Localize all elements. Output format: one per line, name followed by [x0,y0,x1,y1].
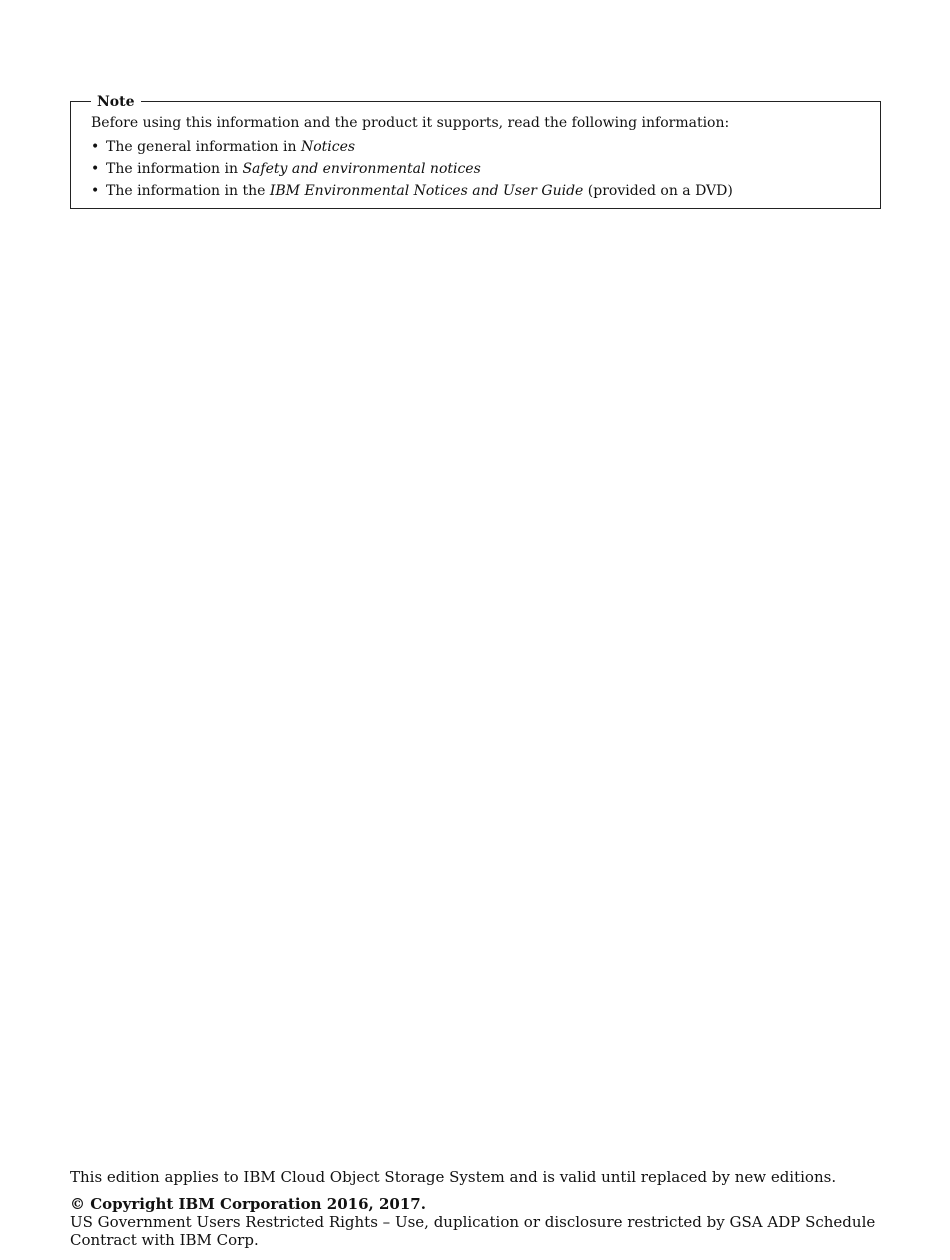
note-item-emphasis: IBM Environmental Notices and User Guide [269,183,584,199]
bullet-icon: • [91,161,100,177]
note-item-emphasis: Notices [300,139,356,155]
edition-statement: This edition applies to IBM Cloud Object Storage System and is valid until replaced by new editions. [70,1168,837,1186]
note-item-emphasis: Safety and environmental notices [242,161,481,177]
note-item-suffix: (provided on a DVD) [583,183,733,199]
note-intro: Before using this information and the product it supports, read the following information: [91,115,730,131]
note-item-text: The general information in [106,139,301,155]
note-item-text: The information in [106,161,243,177]
note-list-item [91,136,733,158]
note-list-item [91,180,733,202]
bullet-icon: • [91,183,100,199]
copyright-notice: © Copyright IBM Corporation 2016, 2017. [70,1195,426,1213]
note-item-text: The information in the [106,183,270,199]
note-list [91,136,733,202]
note-title: Note [91,94,141,110]
note-list-item [91,158,733,180]
note-box [70,94,881,209]
bullet-icon: • [91,139,100,155]
restricted-rights-notice: US Government Users Restricted Rights – Use, duplication or disclosure restricted by GSA ADP Schedule Contract with IBM Corp. [70,1213,876,1249]
footer [70,1167,890,1249]
